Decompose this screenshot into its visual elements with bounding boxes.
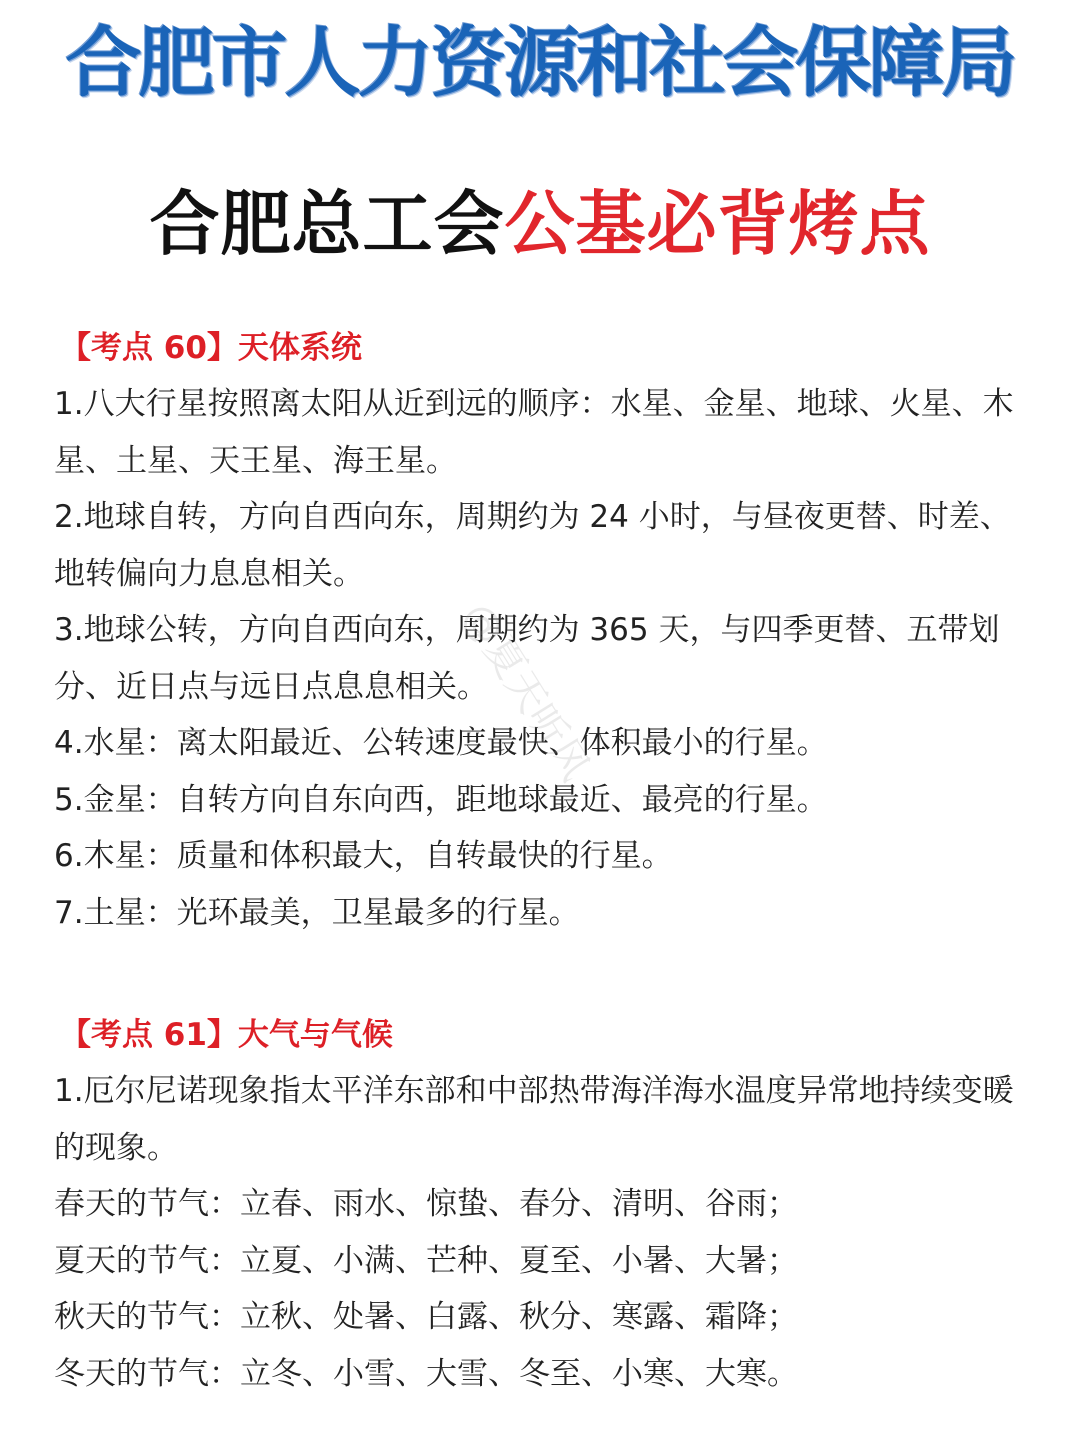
section-heading: 【考点 60】天体系统: [60, 330, 362, 366]
note-paragraph: 1.厄尔尼诺现象指太平洋东部和中部热带海洋海水温度异常地持续变暖的现象。: [54, 1073, 1014, 1166]
section-heading: 【考点 61】大气与气候: [60, 1017, 393, 1053]
page-title-black: 合肥总工会: [149, 182, 505, 265]
note-paragraph: 2.地球自转，方向自西向东，周期约为 24 小时，与昼夜更替、时差、地转偏向力息息相关。: [54, 499, 1011, 592]
note-paragraph: 冬天的节气：立冬、小雪、大雪、冬至、小寒、大寒。: [54, 1355, 798, 1392]
note-paragraph: 6.木星：质量和体积最大，自转最快的行星。: [54, 838, 673, 874]
note-paragraph: 秋天的节气：立秋、处暑、白露、秋分、寒露、霜降；: [54, 1299, 798, 1335]
page-title: [0, 182, 1080, 266]
note-paragraph: 夏天的节气：立夏、小满、芒种、夏至、小暑、大暑；: [54, 1242, 798, 1279]
note-paragraph: 春天的节气：立春、雨水、惊蛰、春分、清明、谷雨；: [54, 1186, 798, 1222]
note-paragraph: 4.水星：离太阳最近、公转速度最快、体积最小的行星。: [54, 725, 828, 761]
page-title-red: 公基必背烤点: [504, 182, 931, 265]
note-paragraph: 1.八大行星按照离太阳从近到远的顺序：水星、金星、地球、火星、木星、土星、天王星、海王星。: [54, 386, 1014, 479]
section-topic-60: [54, 320, 1034, 941]
note-paragraph: 3.地球公转，方向自西向东，周期约为 365 天，与四季更替、五带划分、近日点与远日点息息相关。: [54, 612, 1000, 705]
section-topic-61: [54, 1007, 1034, 1402]
notes-content: [54, 320, 1034, 1402]
org-banner: 合肥市人力资源和社会保障局: [65, 18, 1015, 107]
watermark: @夏天听风: [453, 594, 599, 789]
section-spacer: [54, 941, 1034, 1007]
note-paragraph: 5.金星：自转方向自东向西，距地球最近、最亮的行星。: [54, 781, 828, 818]
note-paragraph: 7.土星：光环最美，卫星最多的行星。: [54, 894, 580, 931]
